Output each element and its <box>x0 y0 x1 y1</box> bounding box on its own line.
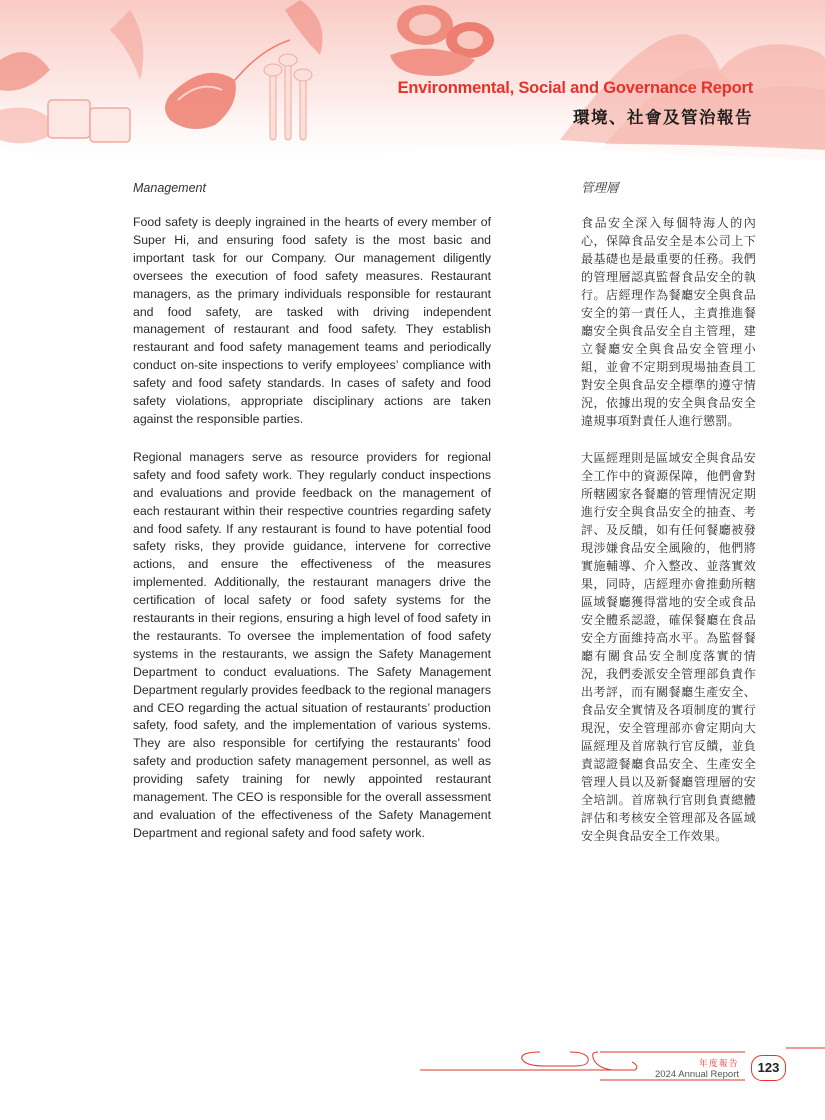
footer-label-zh: 年度報告 <box>698 1059 739 1069</box>
section-heading-zh: 管理層 <box>581 180 619 195</box>
report-title-en: Environmental, Social and Governance Report <box>397 79 753 97</box>
footer-label-en: 2024 Annual Report <box>655 1069 739 1080</box>
english-column <box>133 180 491 863</box>
report-title-zh: 環境、社會及管治報告 <box>573 108 753 127</box>
section-heading-en: Management <box>133 181 206 195</box>
paragraph-en-1: Food safety is deeply ingrained in the hearts of every member of Super Hi, and ensuring food safety is the most basic and important task for our Company. Our management diligently oversees the execution of food safety measures. Restaurant managers, as the primary individuals responsible for restaurant and food safety, are tasked with driving independent management of restaurant and food safety. They establish restaurant and food safety management teams and periodically conduct on-site inspections to verify employees’ compliance with safety and food safety standards. In cases of safety and food safety violations, appropriate disciplinary actions are taken against the responsible parties. <box>133 215 491 426</box>
paragraph-zh-2: 大區經理則是區域安全與食品安全工作中的資源保障，他們會對所轄國家各餐廳的管理情況定期進行安全與食品安全的抽查、考評、及反饋，如有任何餐廳被發現涉嫌食品安全風險的，他們將實施輔導、介入整改、並落實效果，同時，店經理亦會推動所轄區域餐廳獲得當地的安全或食品安全體系認證，確保餐廳在食品安全方面維持高水平。為監督餐廳有關食品安全制度落實的情況，我們委派安全管理部負責作出考評，而有關餐廳生產安全、食品安全實情及各項制度的實行現況，安全管理部亦會定期向大區經理及首席執行官反饋，並負責認證餐廳食品安全、生產安全管理人員以及新餐廳管理層的安全培訓。首席執行官則負責總體評估和考核安全管理部及各區域安全與食品安全工作效果。 <box>581 450 756 843</box>
paragraph-en-2: Regional managers serve as resource providers for regional safety and food safety work. They regularly conduct inspections and evaluations and provide feedback on the management of each restaurant within their respective countries regarding safety and food safety. If any restaurant is found to have potential food safety risks, they provide guidance, intervene for corrective actions, and ensure the effectiveness of the measures implemented. Additionally, the restaurant managers drive the certification of local safety or food safety systems for the restaurants in their regions, ensuring a high level of food safety in the restaurants. To oversee the implementation of food safety systems in the restaurants, we assign the Safety Management Department to conduct evaluations. The Safety Management Department regularly provides feedback to the regional managers and CEO regarding the actual situation of restaurants’ production safety, food safety, and the implementation of various systems. They are also responsible for certifying the restaurants’ food safety and production safety management personnel, as well as providing safety training for newly appointed restaurant management. The CEO is responsible for the overall assessment and evaluation of the effectiveness of the Safety Management Department and regional safety and food safety work. <box>133 449 491 840</box>
chinese-column <box>581 180 756 863</box>
page-number: 123 <box>751 1055 786 1081</box>
paragraph-zh-1: 食品安全深入每個特海人的內心，保障食品安全是本公司上下最基礎也是最重要的任務。我們的管理層認真監督食品安全的執行。店經理作為餐廳安全與食品安全的第一責任人，主責推進餐廳安全與食品安全自主管理，建立餐廳安全與食品安全管理小組，並會不定期到現場抽查員工對安全與食品安全標準的遵守情況，依據出現的安全與食品安全違規事項對責任人進行懲罰。 <box>581 216 756 428</box>
